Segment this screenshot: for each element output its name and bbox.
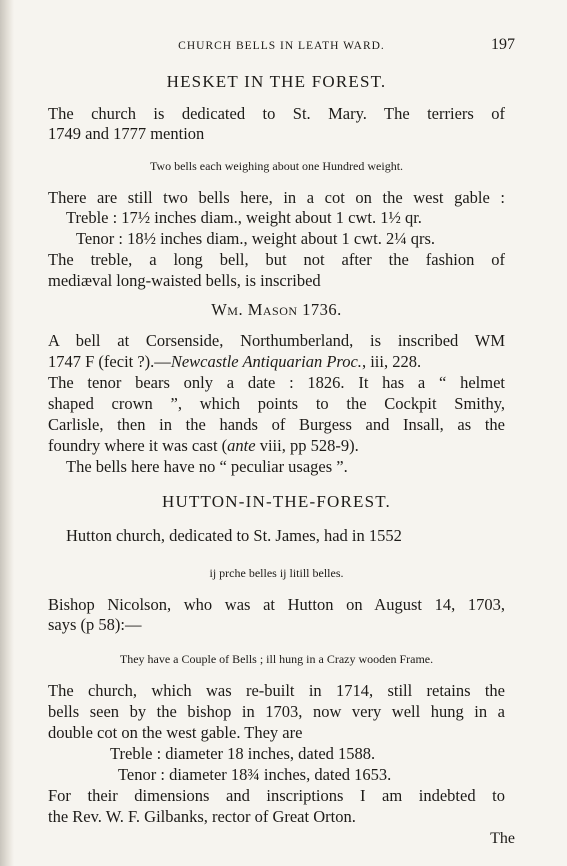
hesket-paragraph-line: mediæval long-waisted bells, is inscribed <box>48 271 321 290</box>
reference-text: viii, pp 528-9). <box>255 436 359 455</box>
hutton-inventory-quote: ij prche belles ij litill belles. <box>209 566 344 580</box>
citation-text: , iii, 228. <box>361 352 422 371</box>
hesket-paragraph-line: There are still two bells here, in a cot on the west gable : <box>48 188 505 207</box>
hutton-paragraph-line: The church, which was re-built in 1714, still retains the <box>48 681 505 700</box>
hesket-treble-spec: Treble : 17½ inches diam., weight about 1 cwt. 1½ qr. <box>66 208 422 227</box>
hesket-paragraph-line: shaped crown ”, which points to the Cockpit Smithy, <box>48 394 505 413</box>
hesket-bell-inscription: Wm. Mason 1736. <box>211 300 342 319</box>
hesket-paragraph-line-citation <box>48 352 505 372</box>
hutton-paragraph-line: Bishop Nicolson, who was at Hutton on August 14, 1703, <box>48 595 505 614</box>
hesket-paragraph-line <box>48 436 505 456</box>
section-heading-hesket: HESKET IN THE FOREST. <box>166 72 387 91</box>
page-header <box>48 36 515 58</box>
hutton-treble-spec: Treble : diameter 18 inches, dated 1588. <box>110 744 376 763</box>
hesket-tenor-spec: Tenor : 18½ inches diam., weight about 1 cwt. 2¼ qrs. <box>76 229 436 248</box>
reference-text: foundry where it was cast ( <box>48 436 228 455</box>
hutton-paragraph-line: double cot on the west gable. They are <box>48 723 303 742</box>
page-gutter-shadow <box>0 0 14 866</box>
hutton-nicolson-quote: They have a Couple of Bells ; ill hung in a Crazy wooden Frame. <box>119 652 434 666</box>
hesket-paragraph-line: 1749 and 1777 mention <box>48 124 205 143</box>
hutton-tenor-spec: Tenor : diameter 18¾ inches, dated 1653. <box>118 765 392 784</box>
hesket-paragraph-line: The treble, a long bell, but not after the fashion of <box>48 250 505 269</box>
citation-journal: Newcastle Antiquarian Proc. <box>170 352 362 371</box>
hesket-paragraph-line: A bell at Corsenside, Northumberland, is inscribed WM <box>48 331 505 350</box>
hesket-paragraph-line: The bells here have no “ peculiar usages ”. <box>66 457 348 476</box>
hutton-paragraph-line: the Rev. W. F. Gilbanks, rector of Great Orton. <box>48 807 356 826</box>
hesket-paragraph-line: Carlisle, then in the hands of Burgess and Insall, as the <box>48 415 505 434</box>
hutton-paragraph-line: says (p 58):— <box>48 615 142 634</box>
hutton-paragraph-line: Hutton church, dedicated to St. James, had in 1552 <box>66 526 402 545</box>
citation-text: 1747 F (fecit ?).— <box>48 352 171 371</box>
hesket-paragraph-line: The church is dedicated to St. Mary. The terriers of <box>48 104 505 123</box>
running-head: CHURCH BELLS IN LEATH WARD. <box>178 40 385 52</box>
hesket-terrier-quote: Two bells each weighing about one Hundred weight. <box>149 159 404 173</box>
hutton-paragraph-line: bells seen by the bishop in 1703, now very well hung in a <box>48 702 505 721</box>
section-heading-hutton: HUTTON-IN-THE-FOREST. <box>161 492 392 511</box>
hutton-paragraph-line: For their dimensions and inscriptions I am indebted to <box>48 786 505 805</box>
page-number: 197 <box>491 36 515 53</box>
hesket-paragraph-line: The tenor bears only a date : 1826. It has a “ helmet <box>48 373 505 392</box>
reference-ante: ante <box>227 436 256 455</box>
catchword: The <box>490 830 515 847</box>
